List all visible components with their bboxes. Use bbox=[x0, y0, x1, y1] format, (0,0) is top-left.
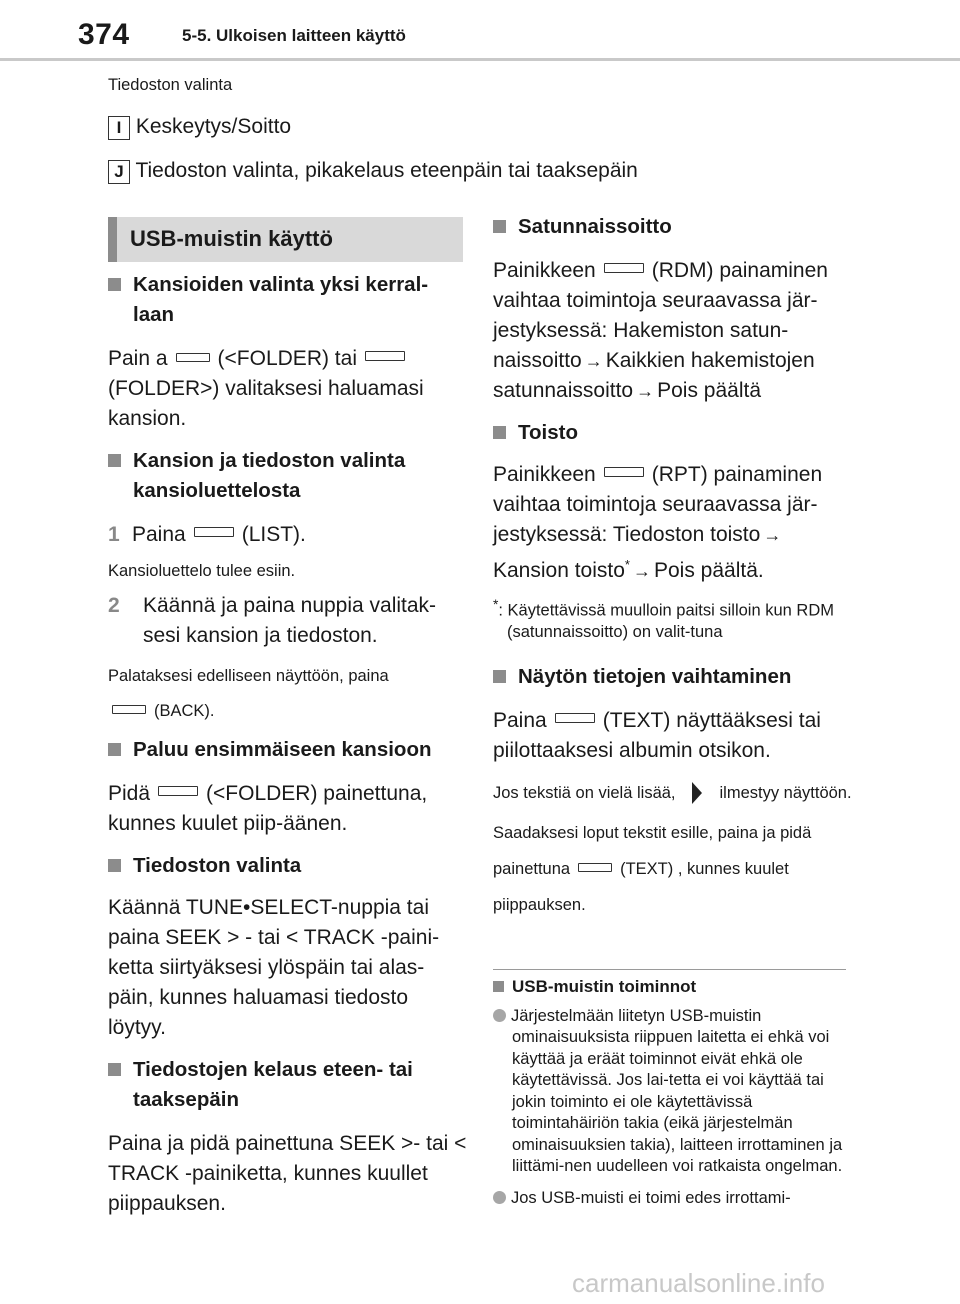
list-button-icon bbox=[194, 527, 234, 537]
header-divider bbox=[0, 58, 960, 61]
intro-item-j bbox=[108, 156, 638, 186]
para-rest-text: Saadaksesi loput tekstit esille, paina ja pidä painettuna (TEXT) , kunnes kuulet piippauksen. bbox=[493, 823, 812, 914]
note-title: USB-muistin toiminnot bbox=[493, 976, 853, 998]
heading-random: Satunnaissoitto bbox=[493, 212, 853, 242]
arrow-right-icon: → bbox=[763, 525, 782, 545]
usb-section-title: USB-muistin käyttö bbox=[130, 226, 333, 251]
more-text-arrow-icon bbox=[692, 782, 702, 804]
square-bullet-icon bbox=[493, 426, 506, 439]
step-2-number: 2 bbox=[108, 594, 120, 617]
back-button-icon bbox=[112, 705, 146, 714]
para-file-select: Käännä TUNE•SELECT-nuppia tai paina SEEK > - tai < TRACK -paini-ketta siirtyäksesi ylöspäin tai alas-päin, kunnes haluamasi tiedosto löytyy. bbox=[108, 896, 440, 1039]
footnote-mark: * bbox=[493, 597, 499, 612]
step-1: 1 Paina (LIST). bbox=[108, 520, 468, 550]
intro-item-j-text: Tiedoston valinta, pikakelaus eteenpäin tai taaksepäin bbox=[135, 159, 638, 182]
intro-item-i-text: Keskeytys/Soitto bbox=[135, 115, 292, 138]
key-j-badge: J bbox=[108, 160, 130, 184]
key-i-badge: I bbox=[108, 116, 130, 140]
intro-label: Tiedoston valinta bbox=[108, 76, 233, 94]
arrow-right-icon: → bbox=[632, 561, 651, 581]
intro-item-i bbox=[108, 112, 291, 142]
heading-folders-one-by-one: Kansioiden valinta yksi kerral-laan bbox=[108, 270, 468, 330]
circle-bullet-icon bbox=[493, 1009, 506, 1022]
step-2: 2 Käännä ja paina nuppia valitak-sesi kansion ja tiedoston. bbox=[108, 591, 468, 651]
heading-file-select: Tiedoston valinta bbox=[108, 851, 468, 881]
circle-bullet-icon bbox=[493, 1191, 506, 1204]
step-2-note: Palataksesi edelliseen näyttöön, paina (BACK). bbox=[108, 667, 389, 720]
para-folder-select: Pain a (<FOLDER) tai(FOLDER>) valitaksesi haluamasi kansion. bbox=[108, 347, 424, 430]
heading-fast-forward: Tiedostojen kelaus eteen- tai taaksepäin bbox=[108, 1055, 468, 1115]
note-bullet-1: Järjestelmään liitetyn USB-muistin ominaisuuksista riippuen laitetta ei ehkä voi käyttää ja eräät toiminnot eivät ehkä ole käytettävissä. Jos lai-tetta ei voi käyttää tai jokin toiminto ei ole käytettävissä toimintahäiriön takia (eikä järjestelmän ominaisuuksien takia), laitteen irrottaminen ja liittämi-nen uudelleen voi ratkaista ongelman. bbox=[493, 1006, 853, 1178]
square-bullet-icon bbox=[493, 981, 504, 992]
heading-first-folder: Paluu ensimmäiseen kansioon bbox=[108, 735, 468, 765]
square-bullet-icon bbox=[108, 743, 121, 756]
text-button-icon bbox=[578, 863, 612, 872]
para-first-folder: Pidä (<FOLDER) painettuna, kunnes kuulet piip-äänen. bbox=[108, 782, 428, 835]
watermark: carmanualsonline.info bbox=[572, 1268, 825, 1298]
rpt-button-icon bbox=[604, 467, 644, 477]
footnote-ref: * bbox=[624, 557, 630, 572]
para-display-text: Paina (TEXT) näyttääksesi tai piilottaaksesi albumin otsikon. bbox=[493, 708, 821, 762]
heading-accent-bar bbox=[108, 217, 117, 262]
square-bullet-icon bbox=[108, 1063, 121, 1076]
square-bullet-icon bbox=[493, 220, 506, 233]
page-header bbox=[0, 0, 960, 64]
para-more-text: Jos tekstiä on vielä lisää, ilmestyy näyttöön. bbox=[493, 780, 853, 807]
rdm-button-icon bbox=[604, 263, 644, 273]
step-1-note: Kansioluettelo tulee esiin. bbox=[108, 562, 296, 580]
arrow-right-icon: → bbox=[584, 351, 603, 371]
note-divider bbox=[493, 969, 846, 970]
left-column bbox=[108, 270, 468, 1219]
heading-repeat: Toisto bbox=[493, 418, 853, 448]
square-bullet-icon bbox=[493, 670, 506, 683]
section-title: 5-5. Ulkoisen laitteen käyttö bbox=[182, 26, 406, 45]
para-repeat: Painikkeen (RPT) painaminen vaihtaa toimintoja seuraavassa jär-jestyksessä: Tiedoston toisto →Kansion toisto* → Pois päältä. bbox=[493, 460, 853, 586]
usb-section-heading bbox=[108, 217, 463, 262]
folder-up-button-icon bbox=[365, 351, 405, 361]
step-1-number: 1 bbox=[108, 523, 120, 546]
folder-down-button-icon bbox=[176, 353, 210, 362]
square-bullet-icon bbox=[108, 454, 121, 467]
folder-down-button-icon bbox=[158, 786, 198, 796]
arrow-right-icon: → bbox=[636, 381, 655, 401]
text-button-icon bbox=[555, 713, 595, 723]
footnote: *: Käytettävissä muulloin paitsi silloin kun RDM (satunnaissoitto) on valit-tuna bbox=[493, 597, 834, 641]
square-bullet-icon bbox=[108, 278, 121, 291]
note-bullet-2: Jos USB-muisti ei toimi edes irrottami- bbox=[493, 1188, 853, 1210]
heading-display-info: Näytön tietojen vaihtaminen bbox=[493, 662, 853, 692]
para-fast-forward: Paina ja pidä painettuna SEEK >- tai < TRACK -painiketta, kunnes kuullet piippauksen. bbox=[108, 1132, 467, 1215]
right-column bbox=[493, 212, 853, 923]
page-number: 374 bbox=[78, 18, 130, 51]
heading-folder-list: Kansion ja tiedoston valinta kansioluettelosta bbox=[108, 446, 468, 506]
note-section bbox=[493, 976, 853, 1209]
para-random: Painikkeen (RDM) painaminen vaihtaa toimintoja seuraavassa jär-jestyksessä: Hakemiston satun-naissoitto → Kaikkien hakemistojen satunnaissoitto → Pois päältä bbox=[493, 256, 853, 406]
square-bullet-icon bbox=[108, 859, 121, 872]
